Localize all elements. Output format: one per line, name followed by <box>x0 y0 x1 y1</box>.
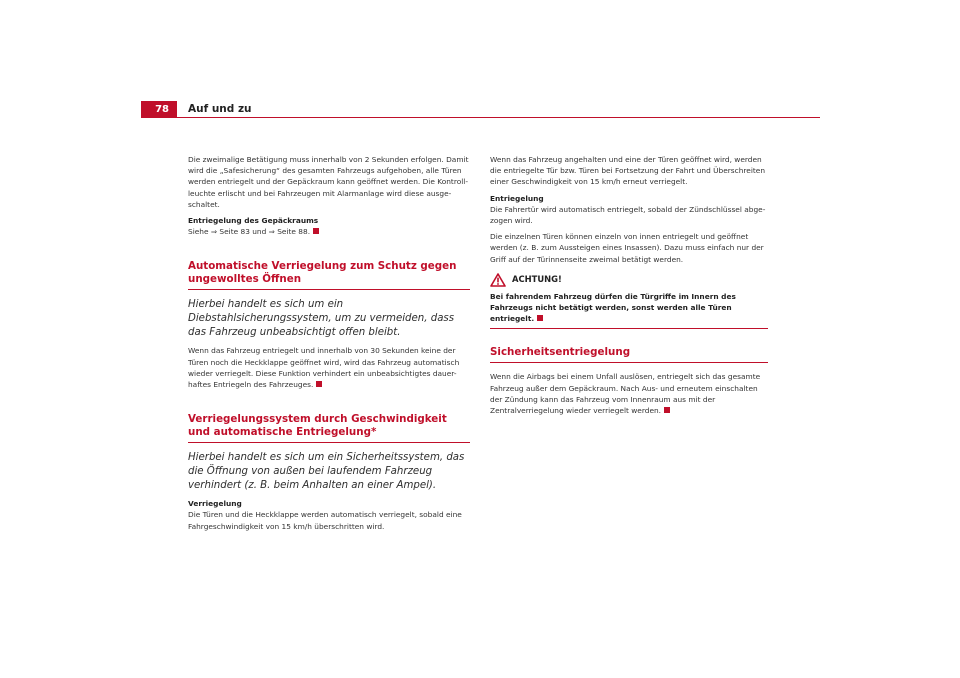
section-heading-auto-lock: Automatische Verriegelung zum Schutz gegen ungewolltes Öffnen <box>188 260 470 290</box>
subheading-trunk-unlock: Entriegelung des Gepäckraums <box>188 216 319 226</box>
section-heading-safety-unlock: Sicherheitsentriegelung <box>490 346 768 363</box>
warning-text: Bei fahrendem Fahrzeug dürfen die Türgriffe im Innern des Fahrzeugs nicht betätigt werden, sonst werden alle Türen entriegelt. <box>490 291 736 324</box>
warning-box <box>490 273 768 330</box>
right-column <box>490 154 768 421</box>
warning-header <box>490 273 768 287</box>
section-body-auto-lock: Wenn das Fahrzeug entriegelt und innerhalb von 30 Sekunden keine der Türen noch die Heckklappe geöffnet wird, wird das Fahrzeug automatisch wieder verriegelt. Diese Funktion verhindert ein unbeabsichtigtes dauer-haftes Entriegeln des Fahrzeuges. <box>188 346 460 390</box>
section-heading-speed-lock: Verriegelungssystem durch Geschwindigkeit und automatische Entriegelung* <box>188 413 470 443</box>
section-lead-speed-lock: Hierbei handelt es sich um ein Sicherheitssystem, das die Öffnung von außen bei laufendem Fahrzeug verhindert (z. B. beim Anhalten an einer Ampel). <box>188 452 465 492</box>
end-of-section-icon <box>537 315 543 321</box>
relock-paragraph: Wenn das Fahrzeug angehalten und eine der Türen geöffnet wird, werden die entriegelte Tür bzw. Türen bei Fortsetzung der Fahrt und Überschreiten einer Geschwindigkeit von 15 km/h erneut verriegelt. <box>490 155 766 187</box>
warning-triangle-icon <box>490 273 506 287</box>
section-body-speed-lock: Die Türen und die Heckklappe werden automatisch verriegelt, sobald eine Fahrgeschwindigkeit von 15 km/h überschritten wird. <box>188 510 462 531</box>
trunk-unlock-reference: Siehe ⇒ Seite 83 und ⇒ Seite 88. <box>188 226 470 237</box>
driver-door-unlock-text: Die Fahrertür wird automatisch entriegelt, sobald der Zündschlüssel abge-zogen wird. <box>490 204 766 226</box>
warning-title: ACHTUNG! <box>512 274 562 285</box>
end-of-section-icon <box>664 407 670 413</box>
end-of-section-icon <box>316 381 322 387</box>
subheading-unlocking: Entriegelung <box>490 193 544 203</box>
section-body-safety-unlock: Wenn die Airbags bei einem Unfall auslösen, entriegelt sich das gesamte Fahrzeug außer dem Gepäckraum. Nach Aus- und erneutem einschalten der Zündung kann das Fahrzeug vom Innenraum aus mit der Zentralverriegelung wieder verriegelt werden. <box>490 372 761 416</box>
subheading-locking: Verriegelung <box>188 499 242 509</box>
page-number: 78 <box>141 101 177 118</box>
intro-paragraph: Die zweimalige Betätigung muss innerhalb von 2 Sekunden erfolgen. Damit wird die „Safesicherung“ des gesamten Fahrzeugs aufgehoben, alle Türen werden entriegelt und der Gepäckraum kann geöffnet werden. Die Kontroll-leuchte erlischt und bei Fahrzeugen mit Alarmanlage wird diese ausge-schaltet. <box>188 155 469 209</box>
end-of-section-icon <box>313 228 319 234</box>
left-column <box>188 154 470 537</box>
page-header-title: Auf und zu <box>188 103 252 115</box>
section-lead-auto-lock: Hierbei handelt es sich um ein Diebstahlsicherungssystem, um zu vermeiden, dass das Fahrzeug unbeabsichtigt offen bleibt. <box>188 299 455 339</box>
individual-doors-paragraph: Die einzelnen Türen können einzeln von innen entriegelt und geöffnet werden (z. B. zum Aussteigen eines Insassen). Dazu muss einfach nur der Griff auf der Türinnenseite zweimal betätigt werden. <box>490 232 764 264</box>
header-divider <box>177 117 820 118</box>
